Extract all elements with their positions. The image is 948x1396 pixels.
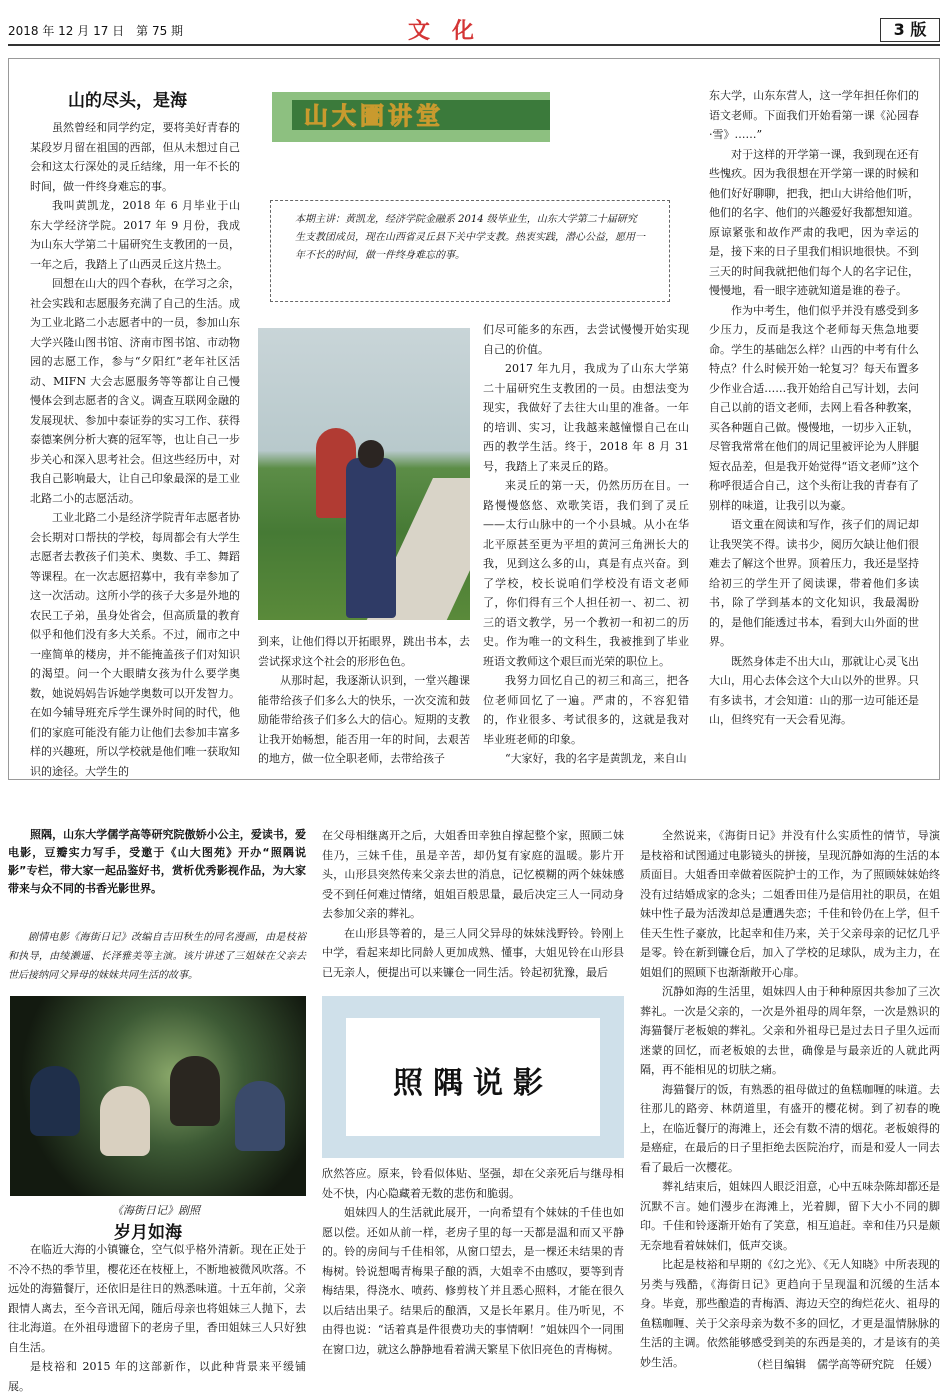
paragraph: 虽然曾经和同学约定，要将美好青春的某段岁月留在祖国的西部，但从未想过自己会和这太行深处的灵丘结缘，用一年不长的时间，做一件终身难忘的事。 [30,121,240,193]
paragraph: 欣然答应。原来，铃看似体贴、坚强，却在父亲死后与继母相处不快，内心隐藏着无数的悲伤和脆弱。 [322,1167,624,1200]
speaker-intro: 本期主讲：黄凯龙，经济学院金融系 2014 级毕业生，山东大学第二十届研究生支教团成员，现在山西省灵丘县下关中学支教。热衷实践，潜心公益，愿用一年不长的时间，做一件终身难忘的事。 [295,214,645,261]
article-column-1 [8,1240,306,1396]
film-intro-text: 剧情电影《海街日记》改编自吉田秋生的同名漫画，由是枝裕和执导，由绫濑遥、长泽雅美等主演。该片讲述了三姐妹在父亲去世后接纳同父异母的妹妹共同生活的故事。 [8,932,306,981]
article-column-4 [709,86,919,730]
paragraph: 在山形县等着的，是三人同父异母的妹妹浅野铃。铃刚上中学，看起来却比同龄人更加成熟、懂事，大姐见铃在山形县已无亲人，便提出可以来镰仓一同生活。铃起初犹豫，最后 [322,926,624,979]
paragraph: 在父母相继离开之后，大姐香田幸独自撑起整个家，照顾二妹佳乃，三妹千佳，虽是辛苦，却仍复有家庭的温暖。影片开头，山形县突然传来父亲去世的消息，记忆模糊的两个妹妹感受不到任何难过情绪，姐姐百般思量，最后决定三人一同动身去参加父亲的葬礼。 [322,829,624,920]
paragraph: “大家好，我的名字是黄凯龙，来自山 [505,752,687,765]
paragraph: 全然说来，《海街日记》并没有什么实质性的情节，导演是枝裕和试图通过电影镜头的拼接，呈现沉静如海的生活的本质面目。大姐香田幸做着医院护士的工作，为了照顾妹妹始终没有过结婚成家的念头；二姐香田佳乃是信用社的职员，在姐妹中性子最为活泼却总是遭遇失恋；千佳和铃仍在上学，但千佳天生性子豪放，比起幸和佳乃来，关于父亲母亲的记忆几乎是零。铃在新到镰仓后，加入了学校的足球队，成为主力，在姐姐们的照顾下也渐渐敞开心扉。 [640,829,940,979]
columnist-intro [8,826,306,898]
film-still-photo [10,996,306,1196]
paragraph: 2017 年九月，我成为了山东大学第二十届研究生支教团的一员。由想法变为现实，我做好了去往大山里的准备。一年的培训、实习，让我越来越憧憬自己在山西的教学生活。终于，2018 年 8 月 31 号，我踏上了来灵丘的路。 [483,362,689,473]
paragraph: 沉静如海的生活里，姐妹四人由于种种原因共参加了三次葬礼。一次是父亲的，一次是外祖母的周年祭，一次是熟识的海猫餐厅老板娘的葬礼。父亲和外祖母已是过去日子里久远而迷蒙的回忆，而老板娘的去世，确像是与最亲近的人就此两隔，再不能相见的切肤之痛。 [640,985,940,1076]
paragraph: 既然身体走不出大山，那就让心灵飞出大山，用心去体会这个大山以外的世界。只有多读书，才会知道：山的那一边可能还是山，但终究有一天会看见海。 [709,654,919,726]
page-number: 3 版 [880,18,940,42]
paragraph: 回想在山大的四个春秋，在学习之余，社会实践和志愿服务充满了自己的生活。成为工业北路二小志愿者中的一员，参加山东大学兴隆山图书馆、济南市图书馆、市动物园的志愿工作，参与“夕阳红”老年社区活动、MIFN 大会志愿服务等等都让自己慢慢体会到志愿者的含义。调查互联网金融的发展现状、参加中泰证券的实习工作、获得泰德案例分析大赛的冠军等，也让自己一步步关心和深入思考社会。但这些经历中，对我自己影响最大，让自己印象最深的是工业北路二小的志愿活动。 [30,277,240,505]
film-intro [8,928,306,985]
header-rule [8,44,940,46]
article-column-3 [483,320,689,769]
issue-date: 2018 年 12 月 17 日 第 75 期 [8,24,184,38]
article-title: 山的尽头，是海 [68,91,187,111]
section-title: 文化 [408,19,497,44]
article-column-2 [258,632,470,769]
paragraph: 语文重在阅读和写作，孩子们的周记却让我哭笑不得。读书少，阅历欠缺让他们很难去了解这个世界。顶着压力，我还是坚持给初三的学生开了阅读课，带着他们多读书，除了学到基本的文化知识，我最渴盼的，是他们能透过书本，看到大山外面的世界。 [709,518,919,648]
article-column-1 [30,118,240,781]
article-column-2 [322,826,624,982]
editor-signature: （栏目编辑 儒学高等研究院 任媛） [751,1358,938,1371]
paragraph: 我努力回忆自己的初三和高三，把各位老师回忆了一遍。严肃的，不容犯错的，作业很多、考试很多的，这就是我对毕业班老师的印象。 [483,674,689,746]
column-banner-title: 照隅说影 [393,1066,553,1101]
column-banner-title: 山大圕讲堂 [304,102,444,130]
paragraph: 海猫餐厅的饭，有熟悉的祖母做过的鱼糕咖喱的味道。去往那儿的路旁、林荫道里，有盛开的樱花树。到了初春的晚上，在临近餐厅的海滩上，还会有数不清的烟花。老板娘得的是癌症，在最后的日子里拒绝去医院治疗，而是和爱人一同去看了最后一次樱花。 [640,1082,940,1174]
paragraph: 对于这样的开学第一课，我到现在还有些愧疚。因为我很想在开学第一课的时候和他们好好聊聊，把我，把山大讲给他们听，他们的名字、他们的兴趣爱好我都想知道。原谅紧张和故作严肃的我吧，因为幸运的是，接下来的日子里我们相识地很快。不到三天的时间我就把他们每个人的名字记住，慢慢地，看一眼字迹就知道是谁的卷子。 [709,147,919,297]
speaker-photo [258,328,470,620]
paragraph: 我叫黄凯龙，2018 年 6 月毕业于山东大学经济学院。2017 年 9 月份，我成为山东大学第二十届研究生支教团的一员，一年之后，我踏上了山西灵丘这片热土。 [30,199,240,271]
paragraph: 在临近大海的小镇镰仓，空气似乎格外清新。现在正处于不冷不热的季节里，樱花还在枝桠上，不断地被微风吹落。不远处的海猫餐厅，还依旧是往日的熟悉味道。十五年前，父亲跟情人离去，至今音讯无闻，随后母亲也将姐妹三人抛下，去往北海道。在外祖母遗留下的老房子里，香田姐妹三人只好独自生活。 [8,1243,306,1354]
paragraph: 姐妹四人的生活就此展开，一向希望有个妹妹的千佳也如愿以偿。还如从前一样，老房子里的每一天都是温和而又平静的。铃的房间与千佳相邻，从窗口望去，是一棵还未结果的青梅树。铃说想喝青梅果子酿的酒，大姐幸不由感叹，要等到青梅结果，得浇水、喷药、修剪枝丫并且悉心照料，才能在很久以后结出果子。结果后的酿酒，又是长年累月。佳乃听见，不由得也说：“话着真是件很费功夫的事情啊！”姐妹四个一同围在窗口边，就这么静静地看着满天繁星下依旧亮色的青梅树。 [322,1206,624,1356]
paragraph: 比起是枝裕和早期的《幻之光》、《无人知晓》中所表现的另类与残酷，《海街日记》更趋向于呈现温和沉缓的生活本身。毕竟，那些酿造的青梅酒、海边天空的绚烂花火、祖母的鱼糕咖喱、关于父亲母亲为数不多的回忆，才更是温情脉脉的生活的主调。依然能够感受到美的东西是美的，才是该有的美妙生活。 [640,1258,940,1369]
paragraph: 来灵丘的第一天，仍然历历在目。一路慢慢悠悠、欢歌笑语，我们到了灵丘——太行山脉中的一个小县城。从小在华北平原甚至更为平坦的黄河三角洲长大的我，见到这么多的山，真是有点兴奋。到了学校，校长说咱们学校没有语文老师了，你们得有三个人担任初一、初二、初三的语文教学，另一个教初一和初二的历史。作为唯一的文科生，我被推到了毕业班语文教师这个艰巨而光荣的职位上。 [483,479,689,668]
article-column-3 [640,826,940,1372]
paragraph: 们尽可能多的东西，去尝试慢慢开始实现自己的价值。 [483,323,689,356]
paragraph: 是枝裕和 2015 年的这部新作，以此种背景来平缓铺展。 [8,1360,306,1393]
article-column-2-continued [322,1164,624,1359]
article-title: 岁月如海 [114,1223,182,1243]
paragraph: 东大学，山东东营人，这一学年担任你们的语文老师。下面我们开始看第一课《沁园春·雪》……” [709,89,919,141]
photo-caption: 《海街日记》剧照 [112,1204,200,1217]
paragraph: 到来，让他们得以开拓眼界，跳出书本，去尝试探求这个社会的形形色色。 [258,635,470,668]
paragraph: 作为中考生，他们似乎并没有感受到多少压力，反而是我这个老师每天焦急地要命。学生的基础怎么样？山西的中考有什么特点？什么时候开始一轮复习？每天布置多少作业合适……我开始给自己写计划，去问自己以前的语文老师，去网上看各种教案，买各种题自己做。慢慢地，一切步入正轨，尽管我常常在他们的周记里被评论为人胖腿短衣品差，但是我开始觉得“语文老师”这个称呼很适合自己，这个头衔让我的青春有了别样的味道，让我引以为豪。 [709,303,919,512]
paragraph: 工业北路二小是经济学院青年志愿者协会长期对口帮扶的学校，每周都会有大学生志愿者去教孩子们美术、奥数、手工、舞蹈等课程。在一次志愿招募中，我有幸参加了这一次活动。这所小学的孩子大多是外地的农民工子弟，虽身处省会，但高质量的教育似乎和他们没有多大关系。不过，闹市之中一座简单的楼房，并不能掩盖孩子们对知识的渴望。问一个大眼睛女孩为什么要学奥数，她说妈妈告诉她学奥数可以开发智力。在如今辅导班充斥学生课外时间的时代，他们的家庭可能没有能力让他们去参加丰富多样的兴趣班，所以学校就是他们唯一获取知识的途径。大学生的 [30,511,240,778]
paragraph: 葬礼结束后，姐妹四人眼泛泪意，心中五味杂陈却都还是沉默不言。她们漫步在海滩上，光着脚，留下大小不同的脚印。千佳和铃逐渐开始有了笑意，相互追赶。幸和佳乃只是颇无奈地看着妹妹们，低声交谈。 [640,1180,940,1252]
paragraph: 从那时起，我逐渐认识到，一堂兴趣课能带给孩子们多么大的快乐，一次交流和鼓励能带给孩子们多么大的信心。短期的支教让我开始畅想，能否用一年的时间，去艰苦的地方，做一位全职老师，去带给孩子 [258,674,470,765]
speaker-intro-box [270,200,670,302]
columnist-intro-text: 照隅，山东大学儒学高等研究院傲娇小公主，爱读书，爱电影，豆瓣实力写手，受邀于《山大图苑》开办“照隅说影”专栏，带大家一起品鉴好书，赏析优秀影视作品，为大家带来与众不同的书香光影世界。 [8,828,306,895]
